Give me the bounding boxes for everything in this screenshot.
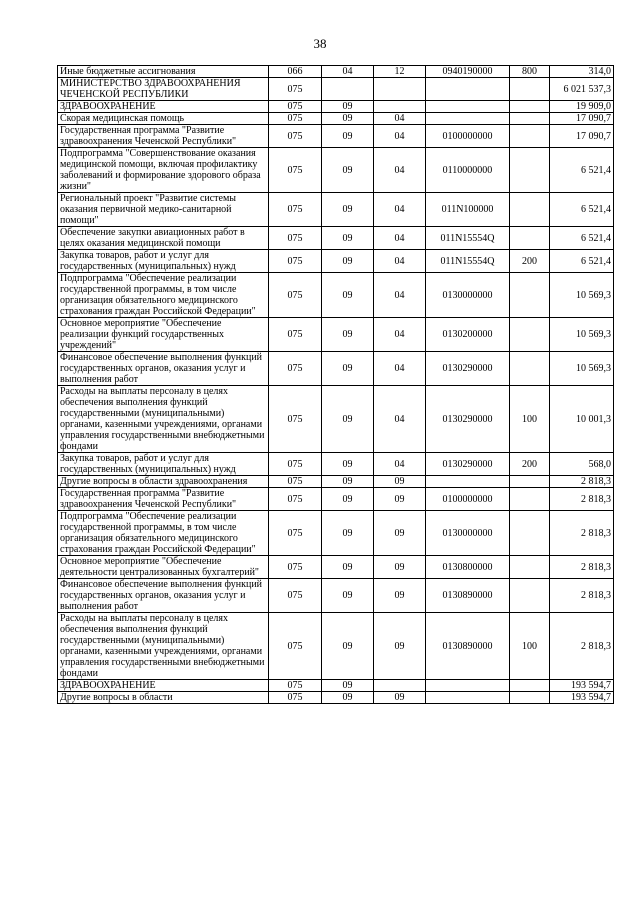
table-row — [58, 680, 614, 692]
grbs-code: 075 — [269, 125, 322, 148]
grbs-code: 075 — [269, 613, 322, 680]
section-code: 09 — [322, 227, 374, 250]
row-name: Основное мероприятие "Обеспечение деятельности централизованных бухгалтерий" — [58, 556, 269, 579]
target-article-code — [426, 101, 510, 113]
section-code: 09 — [322, 125, 374, 148]
target-article-code: 0130000000 — [426, 511, 510, 556]
expense-type-code — [510, 125, 550, 148]
amount: 314,0 — [550, 66, 614, 78]
table-row — [58, 78, 614, 101]
section-code: 09 — [322, 579, 374, 613]
section-code: 09 — [322, 453, 374, 476]
table-row — [58, 386, 614, 453]
table-row — [58, 579, 614, 613]
section-code: 09 — [322, 386, 374, 453]
table-row — [58, 66, 614, 78]
row-name: Закупка товаров, работ и услуг для государственных (муниципальных) нужд — [58, 453, 269, 476]
amount: 2 818,3 — [550, 476, 614, 488]
row-name: Подпрограмма "Совершенствование оказания медицинской помощи, включая профилактику заболеваний и формирование здорового образа жизни" — [58, 148, 269, 193]
table-row — [58, 352, 614, 386]
subsection-code: 12 — [374, 66, 426, 78]
row-name: Другие вопросы в области — [58, 692, 269, 704]
row-name: Подпрограмма "Обеспечение реализации государственной программы, в том числе организация обязательного медицинского страхования граждан Российской Федерации" — [58, 511, 269, 556]
expense-type-code: 100 — [510, 613, 550, 680]
row-name: Основное мероприятие "Обеспечение реализации функций государственных учреждений" — [58, 318, 269, 352]
subsection-code: 04 — [374, 250, 426, 273]
grbs-code: 075 — [269, 556, 322, 579]
subsection-code: 04 — [374, 113, 426, 125]
amount: 568,0 — [550, 453, 614, 476]
target-article-code: 0130290000 — [426, 352, 510, 386]
amount: 2 818,3 — [550, 579, 614, 613]
amount: 10 569,3 — [550, 318, 614, 352]
section-code: 09 — [322, 511, 374, 556]
grbs-code: 075 — [269, 318, 322, 352]
expense-type-code — [510, 193, 550, 227]
amount: 17 090,7 — [550, 113, 614, 125]
target-article-code: 011N15554Q — [426, 227, 510, 250]
row-name: Закупка товаров, работ и услуг для государственных (муниципальных) нужд — [58, 250, 269, 273]
target-article-code: 0940190000 — [426, 66, 510, 78]
subsection-code: 04 — [374, 453, 426, 476]
target-article-code — [426, 78, 510, 101]
amount: 2 818,3 — [550, 488, 614, 511]
section-code: 09 — [322, 273, 374, 318]
row-name: Финансовое обеспечение выполнения функций государственных органов, оказания услуг и выполнения работ — [58, 579, 269, 613]
amount: 10 569,3 — [550, 273, 614, 318]
target-article-code: 0130290000 — [426, 386, 510, 453]
target-article-code: 0130000000 — [426, 273, 510, 318]
amount: 6 021 537,3 — [550, 78, 614, 101]
section-code: 09 — [322, 318, 374, 352]
expense-type-code: 200 — [510, 250, 550, 273]
table-row — [58, 556, 614, 579]
subsection-code: 04 — [374, 273, 426, 318]
section-code: 09 — [322, 148, 374, 193]
row-name: Расходы на выплаты персоналу в целях обеспечения выполнения функций государственными (муниципальными) органами, казенными учреждениями, органами управления государственными внебюджетными фондами — [58, 386, 269, 453]
expense-type-code — [510, 78, 550, 101]
target-article-code: 0130890000 — [426, 613, 510, 680]
table-row — [58, 511, 614, 556]
row-name: ЗДРАВООХРАНЕНИЕ — [58, 101, 269, 113]
table-row — [58, 193, 614, 227]
table-row — [58, 101, 614, 113]
row-name: Финансовое обеспечение выполнения функций государственных органов, оказания услуг и выполнения работ — [58, 352, 269, 386]
grbs-code: 075 — [269, 273, 322, 318]
section-code: 09 — [322, 680, 374, 692]
grbs-code: 075 — [269, 680, 322, 692]
subsection-code: 04 — [374, 227, 426, 250]
expense-type-code: 200 — [510, 453, 550, 476]
subsection-code: 04 — [374, 318, 426, 352]
subsection-code: 04 — [374, 125, 426, 148]
expense-type-code — [510, 352, 550, 386]
row-name: Государственная программа "Развитие здравоохранения Чеченской Республики" — [58, 488, 269, 511]
section-code: 09 — [322, 476, 374, 488]
table-row — [58, 125, 614, 148]
section-code: 09 — [322, 613, 374, 680]
subsection-code — [374, 101, 426, 113]
target-article-code: 0130200000 — [426, 318, 510, 352]
row-name: Скорая медицинская помощь — [58, 113, 269, 125]
expense-type-code — [510, 692, 550, 704]
grbs-code: 075 — [269, 101, 322, 113]
target-article-code: 0100000000 — [426, 125, 510, 148]
expense-type-code — [510, 680, 550, 692]
grbs-code: 066 — [269, 66, 322, 78]
subsection-code: 09 — [374, 556, 426, 579]
section-code: 09 — [322, 488, 374, 511]
table-row — [58, 476, 614, 488]
expense-type-code — [510, 476, 550, 488]
row-name: Обеспечение закупки авиационных работ в целях оказания медицинской помощи — [58, 227, 269, 250]
expense-type-code — [510, 511, 550, 556]
table-row — [58, 692, 614, 704]
grbs-code: 075 — [269, 227, 322, 250]
grbs-code: 075 — [269, 352, 322, 386]
section-code: 09 — [322, 352, 374, 386]
subsection-code: 09 — [374, 613, 426, 680]
subsection-code: 04 — [374, 148, 426, 193]
subsection-code: 09 — [374, 579, 426, 613]
amount: 193 594,7 — [550, 692, 614, 704]
target-article-code: 0100000000 — [426, 488, 510, 511]
expense-type-code: 100 — [510, 386, 550, 453]
subsection-code: 09 — [374, 476, 426, 488]
expense-type-code — [510, 148, 550, 193]
section-code: 09 — [322, 113, 374, 125]
expense-type-code — [510, 101, 550, 113]
row-name: Подпрограмма "Обеспечение реализации государственной программы, в том числе организация обязательного медицинского страхования граждан Российской Федерации" — [58, 273, 269, 318]
section-code: 09 — [322, 193, 374, 227]
subsection-code: 09 — [374, 692, 426, 704]
amount: 6 521,4 — [550, 148, 614, 193]
section-code: 09 — [322, 101, 374, 113]
table-row — [58, 250, 614, 273]
row-name: Расходы на выплаты персоналу в целях обеспечения выполнения функций государственными (муниципальными) органами, казенными учреждениями, органами управления государственными внебюджетными фондами — [58, 613, 269, 680]
expense-type-code — [510, 318, 550, 352]
expense-type-code — [510, 227, 550, 250]
expense-type-code: 800 — [510, 66, 550, 78]
row-name: ЗДРАВООХРАНЕНИЕ — [58, 680, 269, 692]
amount: 2 818,3 — [550, 556, 614, 579]
row-name: Региональный проект "Развитие системы оказания первичной медико-санитарной помощи" — [58, 193, 269, 227]
grbs-code: 075 — [269, 113, 322, 125]
amount: 2 818,3 — [550, 613, 614, 680]
table-row — [58, 488, 614, 511]
grbs-code: 075 — [269, 511, 322, 556]
table-row — [58, 613, 614, 680]
row-name: Другие вопросы в области здравоохранения — [58, 476, 269, 488]
target-article-code: 0130800000 — [426, 556, 510, 579]
expense-type-code — [510, 273, 550, 318]
table-row — [58, 273, 614, 318]
amount: 10 569,3 — [550, 352, 614, 386]
grbs-code: 075 — [269, 579, 322, 613]
section-code — [322, 78, 374, 101]
target-article-code — [426, 692, 510, 704]
target-article-code: 0130890000 — [426, 579, 510, 613]
grbs-code: 075 — [269, 692, 322, 704]
row-name: МИНИСТЕРСТВО ЗДРАВООХРАНЕНИЯ ЧЕЧЕНСКОЙ РЕСПУБЛИКИ — [58, 78, 269, 101]
row-name: Государственная программа "Развитие здравоохранения Чеченской Республики" — [58, 125, 269, 148]
table-row — [58, 148, 614, 193]
target-article-code — [426, 113, 510, 125]
expense-type-code — [510, 488, 550, 511]
target-article-code: 0110000000 — [426, 148, 510, 193]
section-code: 04 — [322, 66, 374, 78]
subsection-code: 04 — [374, 352, 426, 386]
table-row — [58, 113, 614, 125]
section-code: 09 — [322, 692, 374, 704]
grbs-code: 075 — [269, 250, 322, 273]
grbs-code: 075 — [269, 386, 322, 453]
target-article-code: 0130290000 — [426, 453, 510, 476]
target-article-code: 011N15554Q — [426, 250, 510, 273]
amount: 10 001,3 — [550, 386, 614, 453]
subsection-code — [374, 680, 426, 692]
grbs-code: 075 — [269, 193, 322, 227]
target-article-code: 011N100000 — [426, 193, 510, 227]
subsection-code: 09 — [374, 511, 426, 556]
subsection-code — [374, 78, 426, 101]
grbs-code: 075 — [269, 476, 322, 488]
amount: 6 521,4 — [550, 227, 614, 250]
target-article-code — [426, 680, 510, 692]
section-code: 09 — [322, 556, 374, 579]
amount: 2 818,3 — [550, 511, 614, 556]
grbs-code: 075 — [269, 78, 322, 101]
subsection-code: 04 — [374, 386, 426, 453]
page-number: 38 — [313, 36, 327, 51]
amount: 17 090,7 — [550, 125, 614, 148]
subsection-code: 09 — [374, 488, 426, 511]
expense-type-code — [510, 556, 550, 579]
grbs-code: 075 — [269, 453, 322, 476]
amount: 19 909,0 — [550, 101, 614, 113]
table-row — [58, 227, 614, 250]
amount: 6 521,4 — [550, 250, 614, 273]
subsection-code: 04 — [374, 193, 426, 227]
amount: 6 521,4 — [550, 193, 614, 227]
table-row — [58, 453, 614, 476]
table-row — [58, 318, 614, 352]
expense-type-code — [510, 579, 550, 613]
section-code: 09 — [322, 250, 374, 273]
amount: 193 594,7 — [550, 680, 614, 692]
target-article-code — [426, 476, 510, 488]
expense-type-code — [510, 113, 550, 125]
grbs-code: 075 — [269, 488, 322, 511]
row-name: Иные бюджетные ассигнования — [58, 66, 269, 78]
grbs-code: 075 — [269, 148, 322, 193]
budget-table — [57, 65, 614, 704]
